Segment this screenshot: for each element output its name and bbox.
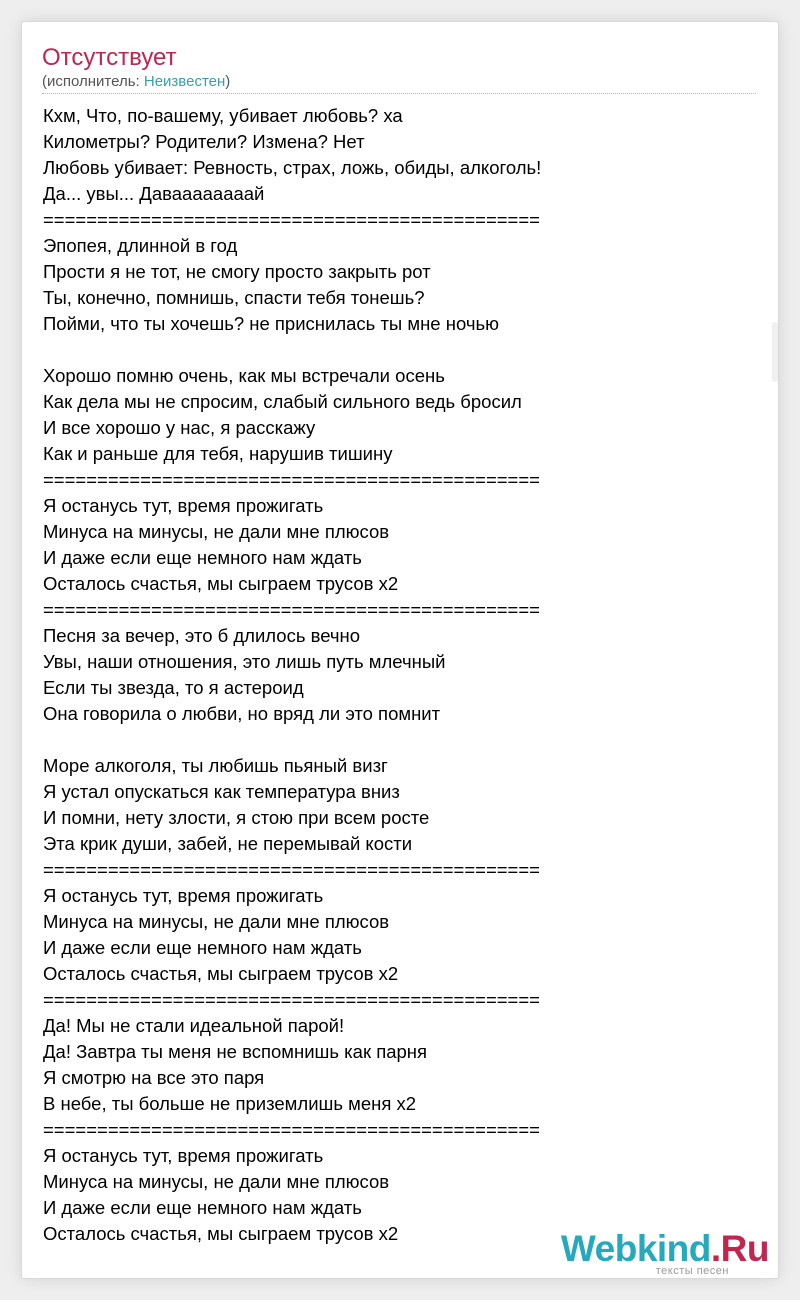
lyrics-text [43, 103, 758, 1247]
verse-divider: ============================================== [43, 989, 540, 1010]
lyric-line: Песня за вечер, это б длилось вечно [43, 625, 361, 646]
lyric-line: Минуса на минусы, не дали мне плюсов [43, 1171, 390, 1192]
verse-divider: ============================================== [43, 209, 540, 230]
lyric-line: Как дела мы не спросим, слабый сильного ведь бросил [43, 391, 522, 412]
blank-line [43, 727, 758, 753]
lyric-line: Если ты звезда, то я астероид [43, 677, 304, 698]
lyric-line: Осталось счастья, мы сыграем трусов х2 [43, 573, 399, 594]
lyric-line: Я останусь тут, время прожигать [43, 1145, 324, 1166]
song-meta [42, 73, 230, 91]
title-divider [42, 93, 756, 94]
lyric-line: Да... увы... Даваааааааай [43, 183, 265, 204]
lyric-line: И даже если еще немного нам ждать [43, 937, 362, 958]
lyric-line: Любовь убивает: Ревность, страх, ложь, обиды, алкоголь! [43, 157, 542, 178]
lyric-line: И все хорошо у нас, я расскажу [43, 417, 316, 438]
lyric-line: Я останусь тут, время прожигать [43, 885, 324, 906]
lyric-line: Хорошо помню очень, как мы встречали осень [43, 365, 445, 386]
lyric-line: Минуса на минусы, не дали мне плюсов [43, 521, 390, 542]
lyric-line: Осталось счастья, мы сыграем трусов х2 [43, 1223, 399, 1244]
webkind-logo[interactable] [560, 1228, 769, 1277]
lyrics-card [22, 22, 778, 1278]
artist-link[interactable]: Неизвестен [143, 73, 226, 90]
lyric-line: Я останусь тут, время прожигать [43, 495, 324, 516]
lyric-line: Да! Завтра ты меня не вспомнишь как парня [43, 1041, 428, 1062]
lyric-line: И даже если еще немного нам ждать [43, 1197, 362, 1218]
lyric-line: Километры? Родители? Измена? Нет [43, 131, 365, 152]
blank-line [43, 337, 758, 363]
lyric-line: Она говорила о любви, но вряд ли это помнит [43, 703, 441, 724]
logo-tagline: тексты песен [655, 1265, 729, 1277]
lyric-line: Эпопея, длинной в год [43, 235, 238, 256]
logo-suffix: .Ru [710, 1228, 769, 1269]
lyric-line: Пойми, что ты хочешь? не приснилась ты мне ночью [43, 313, 499, 334]
lyric-line: Да! Мы не стали идеальной парой! [43, 1015, 345, 1036]
lyric-line: Эта крик души, забей, не перемывай кости [43, 833, 413, 854]
scrollbar[interactable] [772, 322, 778, 382]
lyric-line: Осталось счастья, мы сыграем трусов х2 [43, 963, 399, 984]
verse-divider: ============================================== [43, 1119, 540, 1140]
logo-main: Webkind [560, 1228, 711, 1269]
lyric-line: Море алкоголя, ты любишь пьяный визг [43, 755, 388, 776]
verse-divider: ============================================== [43, 469, 540, 490]
lyric-line: Я устал опускаться как температура вниз [43, 781, 400, 802]
lyric-line: Кхм, Что, по-вашему, убивает любовь? ха [43, 105, 403, 126]
song-title-text: Отсутствует [42, 44, 177, 71]
lyric-line: Я смотрю на все это паря [43, 1067, 265, 1088]
lyric-line: Прости я не тот, не смогу просто закрыть рот [43, 261, 431, 282]
logo-brand [561, 1228, 769, 1269]
verse-divider: ============================================== [43, 599, 540, 620]
lyric-line: И даже если еще немного нам ждать [43, 547, 362, 568]
lyric-line: И помни, нету злости, я стою при всем росте [43, 807, 430, 828]
lyric-line: Увы, наши отношения, это лишь путь млечный [43, 651, 446, 672]
lyric-line: Ты, конечно, помнишь, спасти тебя тонешь? [43, 287, 425, 308]
lyric-line: Как и раньше для тебя, нарушив тишину [43, 443, 393, 464]
verse-divider: ============================================== [43, 859, 540, 880]
meta-prefix: (исполнитель: [42, 73, 144, 90]
meta-suffix: ) [225, 73, 231, 90]
song-title [42, 44, 177, 72]
lyric-line: Минуса на минусы, не дали мне плюсов [43, 911, 390, 932]
lyric-line: В небе, ты больше не приземлишь меня х2 [43, 1093, 417, 1114]
